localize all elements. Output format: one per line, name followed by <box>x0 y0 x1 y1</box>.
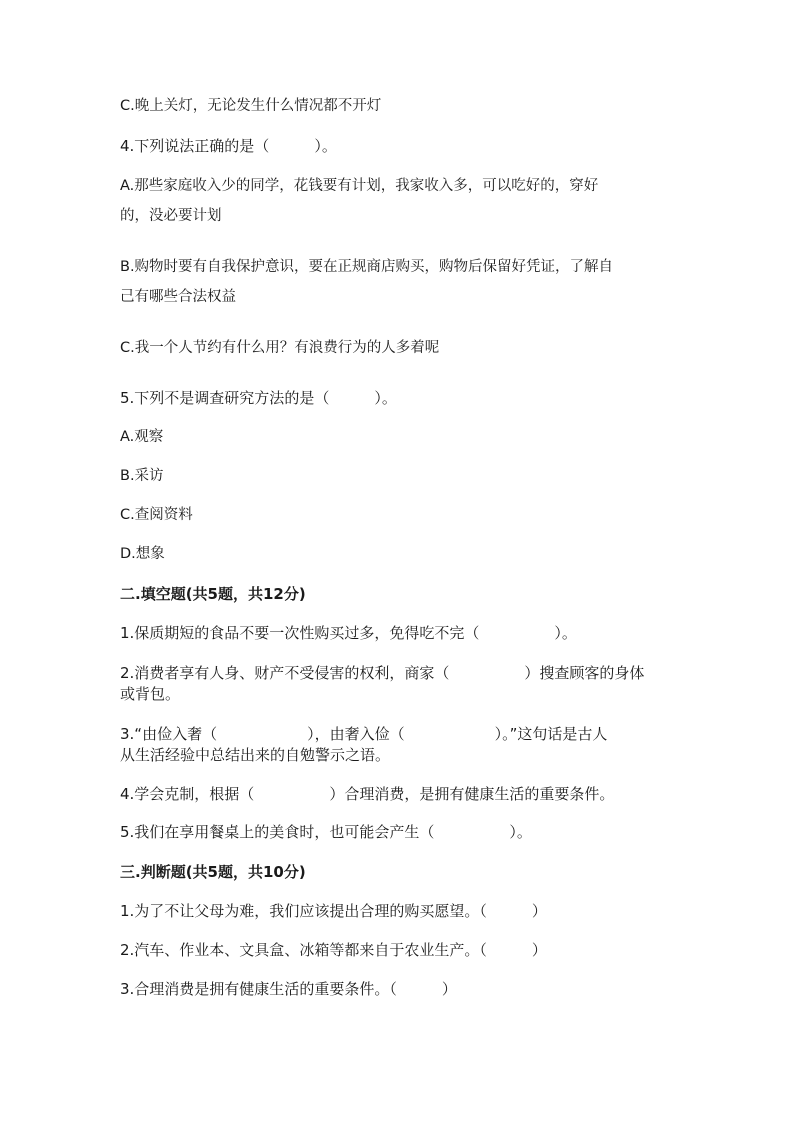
q4-option-c: C.我一个人节约有什么用？有浪费行为的人多着呢 <box>120 340 440 356</box>
section-heading-true-false: 三.判断题(共5题，共10分) <box>120 863 306 881</box>
q5-stem: 5.下列不是调查研究方法的是（ ）。 <box>120 389 397 407</box>
q5-option-d: D.想象 <box>120 546 165 562</box>
q4-option-a-line1: A.那些家庭收入少的同学，花钱要有计划，我家收入多，可以吃好的，穿好 <box>120 178 599 194</box>
q4-option-b-line1: B.购物时要有自我保护意识，要在正规商店购买，购物后保留好凭证，了解自 <box>120 259 614 275</box>
fill-q3-line2: 从生活经验中总结出来的自勉警示之语。 <box>120 746 391 764</box>
section-heading-fill-blank: 二.填空题(共5题，共12分) <box>120 585 306 603</box>
fill-q4: 4.学会克制，根据（ ）合理消费，是拥有健康生活的重要条件。 <box>120 785 615 803</box>
tf-q3: 3.合理消费是拥有健康生活的重要条件。（ ） <box>120 980 457 998</box>
fill-q1: 1.保质期短的食品不要一次性购买过多，免得吃不完（ ）。 <box>120 624 577 642</box>
tf-q2: 2.汽车、作业本、文具盒、冰箱等都来自于农业生产。（ ） <box>120 941 547 959</box>
q5-option-a: A.观察 <box>120 429 164 445</box>
q5-option-c: C.查阅资料 <box>120 507 193 523</box>
q4-option-b-line2: 己有哪些合法权益 <box>120 289 236 305</box>
fill-q5: 5.我们在享用餐桌上的美食时，也可能会产生（ ）。 <box>120 823 532 841</box>
q4-stem: 4.下列说法正确的是（ ）。 <box>120 137 337 155</box>
fill-q2-line2: 或背包。 <box>120 685 181 703</box>
q5-option-b: B.采访 <box>120 468 164 484</box>
fill-q2-line1: 2.消费者享有人身、财产不受侵害的权利，商家（ ）搜查顾客的身体 <box>120 664 645 682</box>
fill-q3-line1: 3.“由俭入奢（ ），由奢入俭（ ）。”这句话是古人 <box>120 725 608 743</box>
q4-option-a-line2: 的，没必要计划 <box>120 208 222 224</box>
q3-option-c: C.晚上关灯，无论发生什么情况都不开灯 <box>120 98 382 114</box>
tf-q1: 1.为了不让父母为难，我们应该提出合理的购买愿望。（ ） <box>120 902 547 920</box>
